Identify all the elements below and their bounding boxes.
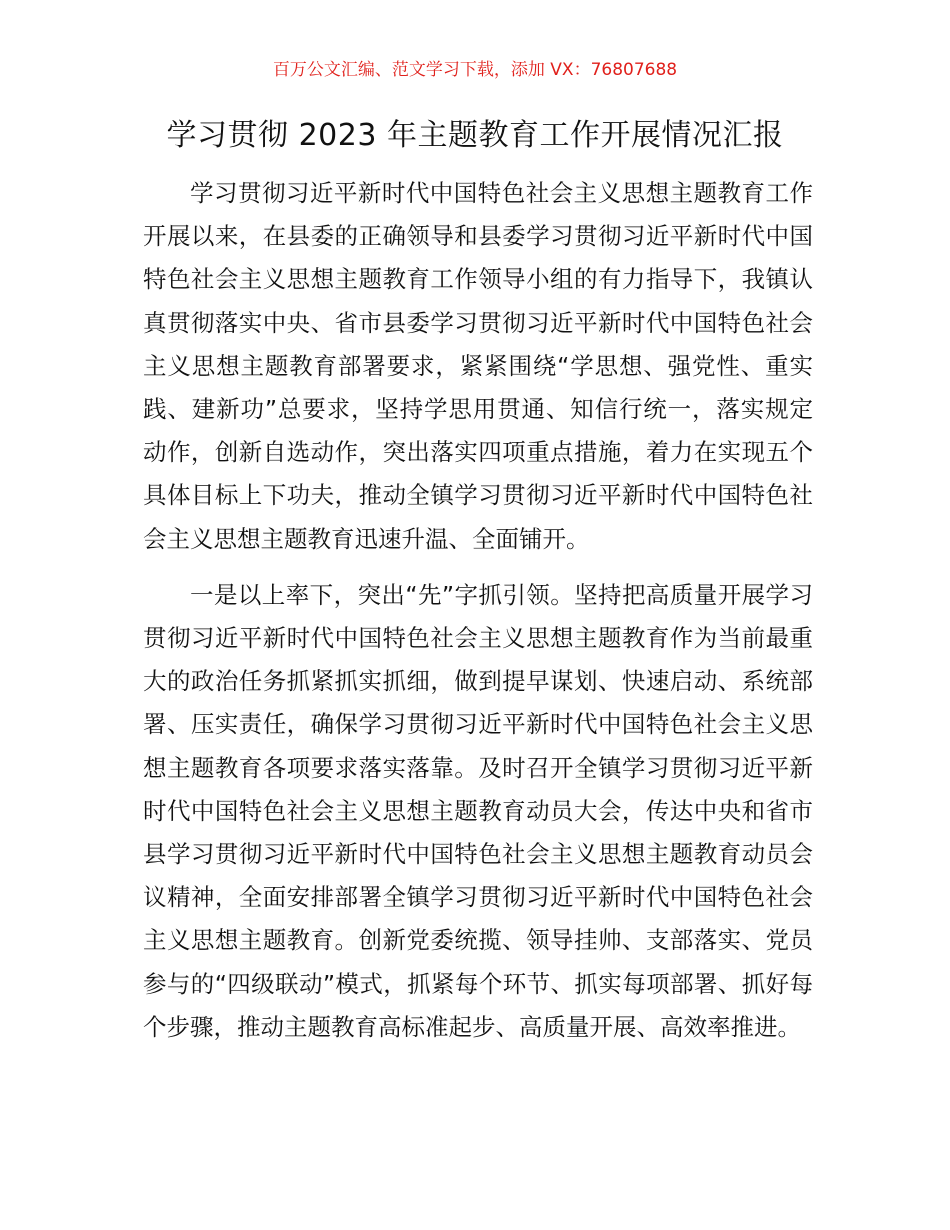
header-promo-note: 百万公文汇编、范文学习下载，添加 VX：76807688 <box>272 60 678 80</box>
document-body <box>143 172 813 1049</box>
paragraph-intro: 学习贯彻习近平新时代中国特色社会主义思想主题教育工作开展以来，在县委的正确领导和县委学习贯彻习近平新时代中国特色社会主义思想主题教育工作领导小组的有力指导下，我镇认真贯彻落实中央、省市县委学习贯彻习近平新时代中国特色社会主义思想主题教育部署要求，紧紧围绕“学思想、强党性、重实践、建新功”总要求，坚持学思用贯通、知信行统一，落实规定动作，创新自选动作，突出落实四项重点措施，着力在实现五个具体目标上下功夫，推动全镇学习贯彻习近平新时代中国特色社会主义思想主题教育迅速升温、全面铺开。 <box>143 179 813 553</box>
document-title: 学习贯彻 2023 年主题教育工作开展情况汇报 <box>166 118 784 153</box>
paragraph-point-one: 一是以上率下，突出“先”字抓引领。坚持把高质量开展学习贯彻习近平新时代中国特色社会主义思想主题教育作为当前最重大的政治任务抓紧抓实抓细，做到提早谋划、快速启动、系统部署、压实责任，确保学习贯彻习近平新时代中国特色社会主义思想主题教育各项要求落实落靠。及时召开全镇学习贯彻习近平新时代中国特色社会主义思想主题教育动员大会，传达中央和省市县学习贯彻习近平新时代中国特色社会主义思想主题教育动员会议精神，全面安排部署全镇学习贯彻习近平新时代中国特色社会主义思想主题教育。创新党委统揽、领导挂帅、支部落实、党员参与的“四级联动”模式，抓紧每个环节、抓实每项部署、抓好每个步骤，推动主题教育高标准起步、高质量开展、高效率推进。 <box>143 580 813 1041</box>
